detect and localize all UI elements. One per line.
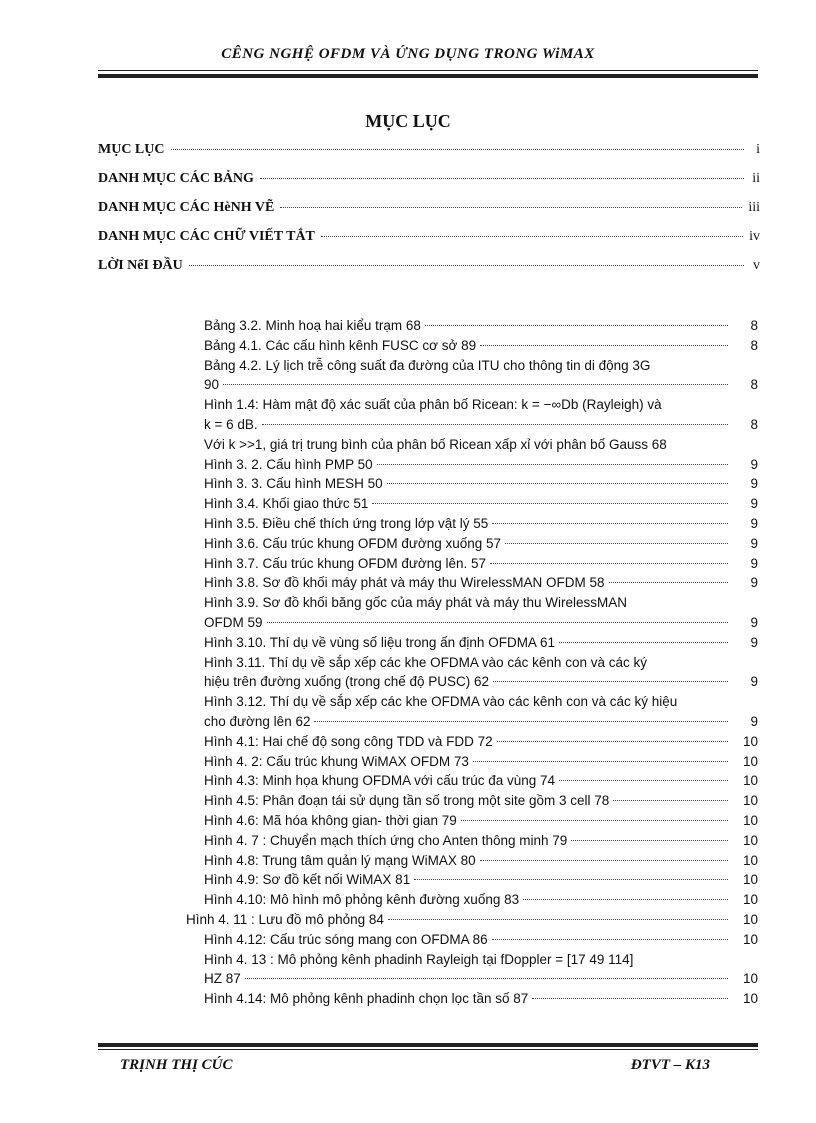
list-item-page: 9 <box>750 515 758 531</box>
dot-leader <box>505 543 728 544</box>
list-item-text-line: Hình 4. 13 : Mô phỏng kênh phadinh Rayleigh tại fDoppler = [17 49 114] <box>204 951 634 967</box>
list-item-text: Với k >>1, giá trị trung bình của phân bố Ricean xấp xỉ với phân bố Gauss 68 <box>204 436 667 452</box>
toc-row-label: DANH MỤC CÁC HèNH VẼ <box>98 200 275 215</box>
list-item-page: 8 <box>750 416 758 432</box>
dot-leader <box>571 840 728 841</box>
dot-leader <box>414 879 728 880</box>
toc-row[interactable] <box>98 258 760 287</box>
list-item[interactable] <box>204 831 758 851</box>
dot-leader <box>559 780 728 781</box>
dot-leader <box>559 642 728 643</box>
list-item-page: 9 <box>750 614 758 630</box>
toc-row-page: i <box>756 142 760 157</box>
list-item-page: 10 <box>742 733 758 749</box>
footer-class: ĐTVT – K13 <box>630 1057 710 1073</box>
list-item[interactable] <box>204 752 758 772</box>
dot-leader <box>425 325 728 326</box>
list-item[interactable] <box>204 593 758 633</box>
list-item[interactable] <box>204 356 758 396</box>
list-item-text: hiệu trên đường xuống (trong chế độ PUSC) 62 <box>204 674 490 690</box>
list-item-text: Hình 4.3: Minh họa khung OFDMA với cấu trúc đa vùng 74 <box>204 773 556 789</box>
list-item[interactable] <box>204 950 758 990</box>
toc-row[interactable] <box>98 229 760 258</box>
dot-leader <box>267 622 728 623</box>
list-item[interactable] <box>204 811 758 831</box>
list-item[interactable] <box>204 494 758 514</box>
list-item-text: 90 <box>204 377 220 393</box>
list-item-text: Hình 4.10: Mô hình mô phỏng kênh đường xuống 83 <box>204 892 520 908</box>
list-item[interactable] <box>204 435 758 455</box>
list-item-page: 10 <box>742 971 758 987</box>
list-item-page: 9 <box>750 535 758 551</box>
list-item-text: Bảng 3.2. Minh hoạ hai kiểu trạm 68 <box>204 318 421 333</box>
main-toc <box>98 142 760 287</box>
list-item[interactable] <box>204 870 758 890</box>
dot-leader <box>377 464 728 465</box>
list-item[interactable] <box>204 989 758 1009</box>
list-item-page: 9 <box>750 456 758 472</box>
list-item[interactable] <box>204 692 758 732</box>
list-item-page: 9 <box>750 575 758 591</box>
figure-table-list <box>186 316 758 1009</box>
list-item[interactable] <box>186 910 758 930</box>
dot-leader <box>314 721 728 722</box>
list-item-text: k = 6 dB. <box>204 416 258 432</box>
dot-leader <box>480 860 728 861</box>
toc-row[interactable] <box>98 171 760 200</box>
page-header: CÊNG NGHỆ OFDM VÀ ỨNG DỤNG TRONG WiMAX <box>221 46 595 62</box>
list-item-text: Hình 4. 7 : Chuyển mạch thích ứng cho Anten thông minh 79 <box>204 832 568 848</box>
dot-leader <box>490 563 728 564</box>
list-item-text: Hình 4.6: Mã hóa không gian- thời gian 79 <box>204 812 457 828</box>
list-item-text: Hình 4. 2: Cấu trúc khung WiMAX OFDM 73 <box>204 753 469 769</box>
dot-leader <box>492 523 728 524</box>
list-item-text: Hình 4.5: Phân đoạn tái sử dụng tần số trong một site gồm 3 cell 78 <box>204 793 610 809</box>
dot-leader <box>321 236 743 237</box>
list-item-page: 9 <box>750 674 758 690</box>
list-item-text: Hình 3.10. Thí dụ về vùng số liệu trong ấn định OFDMA 61 <box>204 634 555 650</box>
dot-leader <box>523 899 728 900</box>
list-item-text: cho đường lên 62 <box>204 713 311 729</box>
list-item-page: 10 <box>742 892 758 908</box>
list-item-text: Hình 4.8: Trung tâm quản lý mạng WiMAX 80 <box>204 852 476 868</box>
list-item-text: Hình 4.1: Hai chế độ song công TDD và FDD 72 <box>204 733 493 749</box>
list-item-text-line: Hình 3.11. Thí dụ về sắp xếp các khe OFDMA vào các kênh con và các ký <box>204 654 647 670</box>
list-item-page: 10 <box>742 931 758 947</box>
footer-rule-thick <box>98 1043 758 1047</box>
list-item[interactable] <box>204 336 758 356</box>
list-item[interactable] <box>204 890 758 910</box>
toc-row-label: DANH MỤC CÁC BẢNG <box>98 171 254 186</box>
dot-leader <box>473 761 728 762</box>
dot-leader <box>461 820 728 821</box>
list-item-text: Hình 4.12: Cấu trúc sóng mang con OFDMA 86 <box>204 931 488 947</box>
toc-row-page: ii <box>752 171 760 186</box>
dot-leader <box>613 800 728 801</box>
list-item-page: 10 <box>742 812 758 828</box>
list-item[interactable] <box>204 851 758 871</box>
toc-row-label: DANH MỤC CÁC CHỮ VIẾT TẮT <box>98 229 315 244</box>
list-item[interactable] <box>204 474 758 494</box>
dot-leader <box>493 681 728 682</box>
list-item-text: Hình 4. 11 : Lưu đồ mô phỏng 84 <box>186 911 384 927</box>
toc-row[interactable] <box>98 200 760 229</box>
footer-author: TRỊNH THỊ CÚC <box>120 1057 233 1073</box>
list-item[interactable] <box>204 791 758 811</box>
list-item-text: Hình 3.6. Cấu trúc khung OFDM đường xuống 57 <box>204 535 502 551</box>
list-item-page: 9 <box>750 496 758 512</box>
list-item[interactable] <box>204 316 758 336</box>
list-item-text-line: Hình 3.9. Sơ đồ khối băng gốc của máy phát và máy thu WirelessMAN <box>204 595 628 611</box>
list-item-text: Hình 3.7. Cấu trúc khung OFDM đường lên. 57 <box>204 555 487 571</box>
list-item[interactable] <box>204 573 758 593</box>
toc-row-page: iii <box>748 200 760 215</box>
dot-leader <box>372 503 728 504</box>
list-item-page: 10 <box>742 991 758 1007</box>
list-item-page: 10 <box>742 753 758 769</box>
footer-rule-thin <box>98 1049 758 1050</box>
list-item-text: Hình 4.9: Sơ đồ kết nối WiMAX 81 <box>204 872 411 888</box>
dot-leader <box>189 265 744 266</box>
toc-row-label: LỜI NểI ĐẦU <box>98 258 183 273</box>
list-item-text-line: Hình 1.4: Hàm mật độ xác suất của phân bố Ricean: k = −∞Db (Rayleigh) và <box>204 397 662 413</box>
list-item-text: Hình 3.8. Sơ đồ khối máy phát và máy thu WirelessMAN OFDM 58 <box>204 575 605 591</box>
list-item-page: 10 <box>742 852 758 868</box>
list-item-text: Hình 3. 2. Cấu hình PMP 50 <box>204 456 373 472</box>
list-item[interactable] <box>204 633 758 653</box>
list-item[interactable] <box>204 771 758 791</box>
dot-leader <box>223 384 728 385</box>
dot-leader <box>480 345 728 346</box>
dot-leader <box>260 178 744 179</box>
list-item-page: 9 <box>750 476 758 492</box>
list-item-page: 8 <box>750 337 758 353</box>
dot-leader <box>280 207 742 208</box>
list-item-text: OFDM 59 <box>204 614 263 630</box>
header-rule-thick <box>98 74 758 78</box>
dot-leader <box>388 919 728 920</box>
list-item-text: Hình 3.5. Điều chế thích ứng trong lớp vật lý 55 <box>204 515 489 531</box>
header-rule-thin <box>98 70 758 71</box>
list-item[interactable] <box>204 395 758 435</box>
list-item-text-line: Bảng 4.2. Lý lịch trễ công suất đa đường của ITU cho thông tin di động 3G <box>204 357 651 373</box>
list-item-page: 10 <box>742 793 758 809</box>
list-item-text: HZ 87 <box>204 971 241 987</box>
list-item-text: Hình 3.4. Khối giao thức 51 <box>204 496 369 512</box>
list-item-text: Hình 4.14: Mô phỏng kênh phadinh chọn lọc tần số 87 <box>204 991 529 1007</box>
list-item-page: 9 <box>750 713 758 729</box>
toc-row[interactable] <box>98 142 760 171</box>
list-item-page: 10 <box>742 911 758 927</box>
list-item-page: 10 <box>742 773 758 789</box>
dot-leader <box>171 149 745 150</box>
dot-leader <box>532 998 728 999</box>
toc-title: MỤC LỤC <box>365 111 451 131</box>
dot-leader <box>262 424 728 425</box>
list-item-text: Hình 3. 3. Cấu hình MESH 50 <box>204 476 383 492</box>
list-item[interactable] <box>204 653 758 693</box>
list-item[interactable] <box>204 514 758 534</box>
list-item-page: 9 <box>750 555 758 571</box>
toc-row-page: iv <box>749 229 760 244</box>
list-item-page: 10 <box>742 832 758 848</box>
list-item[interactable] <box>204 455 758 475</box>
list-item[interactable] <box>204 554 758 574</box>
list-item-page: 10 <box>742 872 758 888</box>
list-item[interactable] <box>204 930 758 950</box>
dot-leader <box>387 483 728 484</box>
list-item[interactable] <box>204 732 758 752</box>
list-item-text-line: Hình 3.12. Thí dụ về sắp xếp các khe OFDMA vào các kênh con và các ký hiệu <box>204 694 678 710</box>
dot-leader <box>245 978 728 979</box>
dot-leader <box>492 939 728 940</box>
dot-leader <box>497 741 728 742</box>
list-item-page: 8 <box>750 377 758 393</box>
toc-row-page: v <box>753 258 760 273</box>
list-item-text: Bảng 4.1. Các cấu hình kênh FUSC cơ sở 89 <box>204 337 477 353</box>
list-item-page: 9 <box>750 634 758 650</box>
list-item-page: 8 <box>750 318 758 333</box>
dot-leader <box>609 582 729 583</box>
list-item[interactable] <box>204 534 758 554</box>
toc-row-label: MỤC LỤC <box>98 142 165 157</box>
